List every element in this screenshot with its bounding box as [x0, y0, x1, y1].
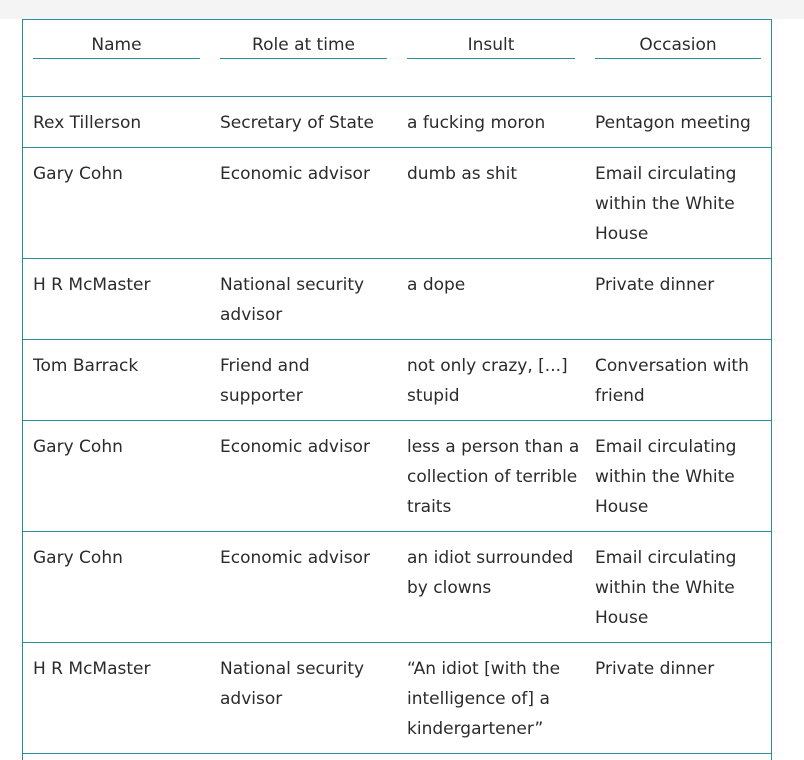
cell-insult: dumb as shit	[397, 148, 585, 259]
cell-name: Tom Barrack	[23, 340, 210, 421]
cell-role: National security advisor	[210, 643, 397, 754]
header-label: Occasion	[595, 20, 761, 59]
table-row	[23, 259, 771, 340]
cell-role: Economic advisor	[210, 532, 397, 643]
cell-role: Economic advisor	[210, 421, 397, 532]
cell-occasion: Pentagon meeting	[585, 97, 771, 148]
cell-insult: less a person than a collection of terrible traits	[397, 421, 585, 532]
table-row	[23, 148, 771, 259]
table-row	[23, 754, 771, 760]
cell-role: Secretary of State	[210, 97, 397, 148]
cell-insult: a fucking moron	[397, 97, 585, 148]
table-row	[23, 643, 771, 754]
table-body	[23, 97, 771, 760]
insults-table	[23, 20, 771, 760]
table-header	[23, 20, 771, 97]
cell-name: Rex Tillerson	[23, 97, 210, 148]
cell-occasion: Email circulating within the White House	[585, 148, 771, 259]
header-row	[23, 20, 771, 97]
cell-insult: “An idiot [with the intelligence of] a kindergartener”	[397, 643, 585, 754]
cell-insult: an idiot surrounded by clowns	[397, 532, 585, 643]
header-role	[210, 20, 397, 97]
cell-occasion: Private dinner	[585, 259, 771, 340]
cell-role: Friend and supporter	[210, 340, 397, 421]
header-label: Role at time	[220, 20, 387, 59]
cell-occasion	[585, 754, 771, 760]
cell-name: H R McMaster	[23, 643, 210, 754]
top-bar	[0, 0, 804, 19]
cell-name: H R McMaster	[23, 259, 210, 340]
cell-occasion: Private dinner	[585, 643, 771, 754]
cell-name: Gary Cohn	[23, 532, 210, 643]
cell-occasion: Email circulating within the White House	[585, 421, 771, 532]
cell-name	[23, 754, 210, 760]
cell-insult: a dope	[397, 259, 585, 340]
header-name	[23, 20, 210, 97]
header-label: Insult	[407, 20, 575, 59]
table-row	[23, 97, 771, 148]
table-row	[23, 421, 771, 532]
cell-role: National security advisor	[210, 259, 397, 340]
table-row	[23, 340, 771, 421]
cell-name: Gary Cohn	[23, 421, 210, 532]
header-occasion	[585, 20, 771, 97]
cell-role: Economic advisor	[210, 148, 397, 259]
insults-table-container	[22, 19, 772, 760]
cell-occasion: Conversation with friend	[585, 340, 771, 421]
cell-occasion: Email circulating within the White House	[585, 532, 771, 643]
cell-name: Gary Cohn	[23, 148, 210, 259]
header-label: Name	[33, 20, 200, 59]
cell-insult	[397, 754, 585, 760]
header-insult	[397, 20, 585, 97]
table-row	[23, 532, 771, 643]
cell-role	[210, 754, 397, 760]
cell-insult: not only crazy, [...] stupid	[397, 340, 585, 421]
